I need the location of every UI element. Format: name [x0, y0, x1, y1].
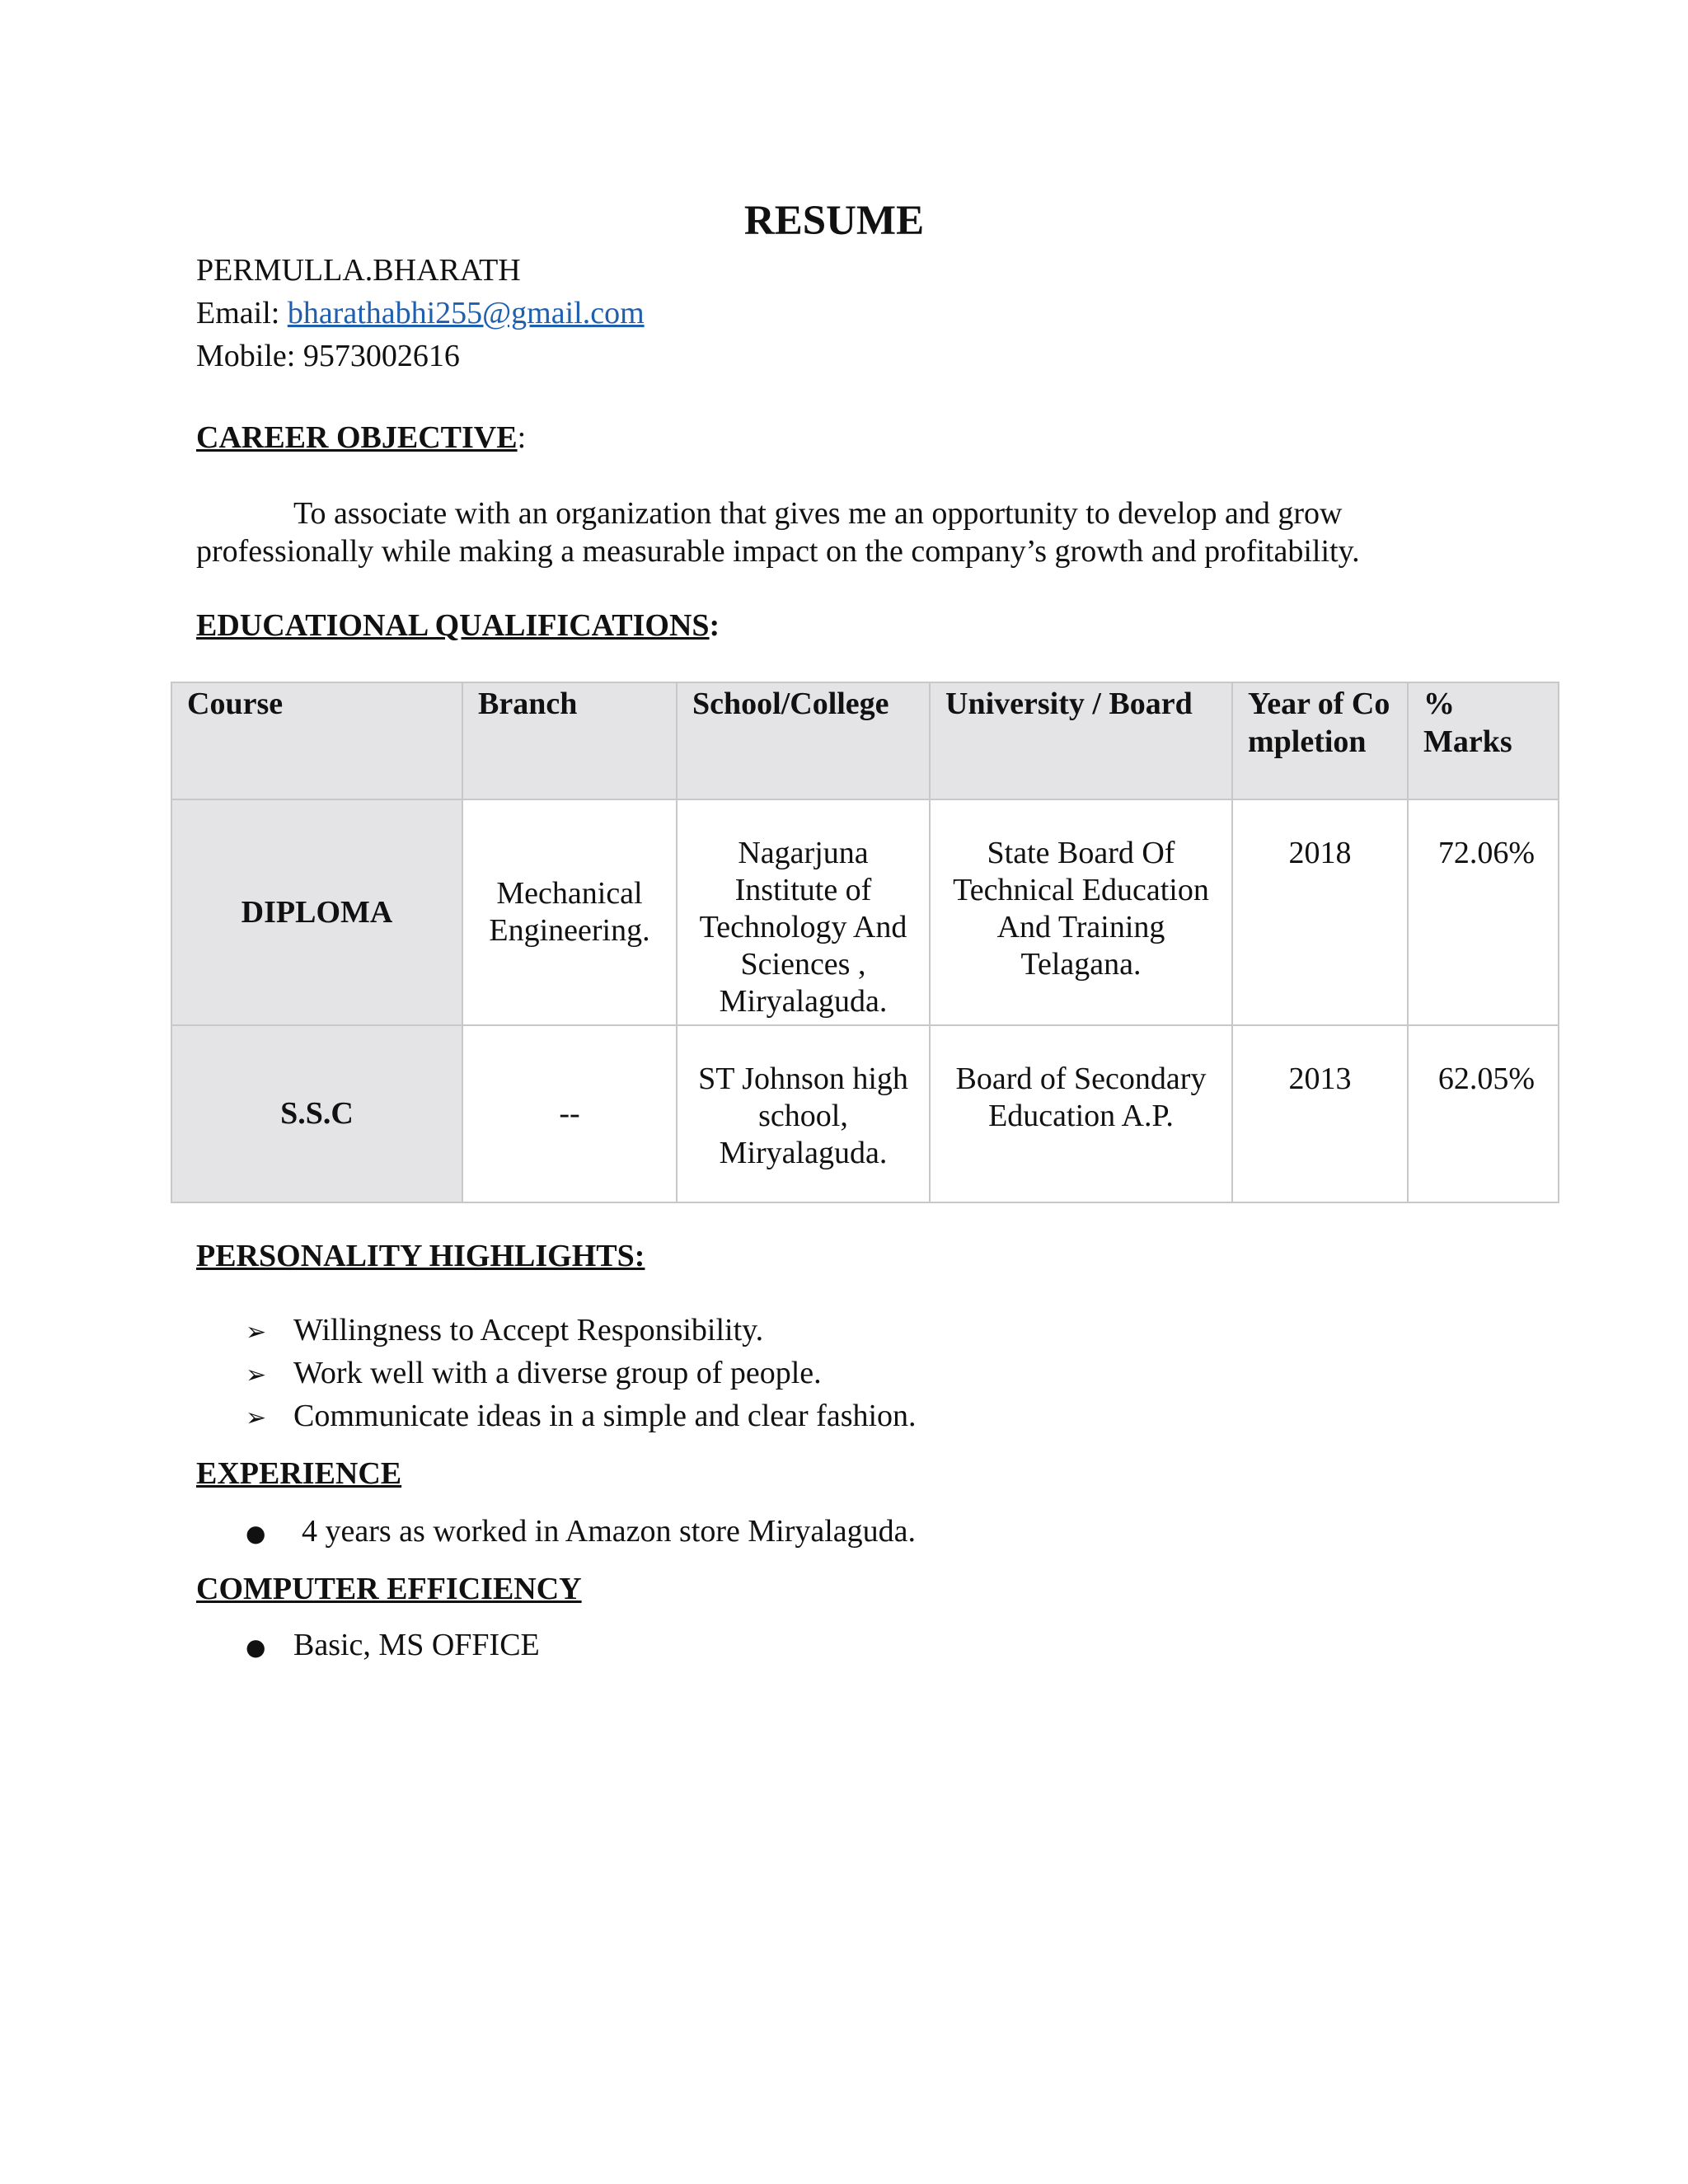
list-item — [246, 1627, 540, 1666]
computer-heading — [196, 1571, 582, 1607]
list-item — [246, 1513, 916, 1552]
board-text: Board of Secondary Education A.P. — [955, 1062, 1207, 1133]
career-objective-line-2: professionally while making a measurable impact on the company’s growth and profitability. — [196, 534, 1360, 569]
career-objective-heading — [196, 419, 526, 456]
year-cell — [1232, 1025, 1408, 1202]
table-row — [171, 799, 1559, 1025]
education-heading-text: EDUCATIONAL QUALIFICATIONS — [196, 608, 710, 643]
mobile-label: Mobile: — [196, 339, 303, 373]
board-cell — [930, 1025, 1232, 1202]
email-label: Email: — [196, 296, 288, 330]
experience-heading-text: EXPERIENCE — [196, 1456, 402, 1491]
personality-item-text: Willingness to Accept Responsibility. — [293, 1313, 764, 1347]
course-cell: DIPLOMA — [171, 799, 462, 1025]
page-title: RESUME — [743, 198, 925, 244]
marks-text: 62.05% — [1437, 1062, 1535, 1096]
school-text: Nagarjuna Institute of Technology And Sciences , Miryalaguda. — [699, 836, 907, 1019]
personality-item-text: Communicate ideas in a simple and clear fashion. — [293, 1399, 917, 1433]
arrow-bullet-icon: ➢ — [246, 1361, 267, 1390]
personality-heading-text: PERSONALITY HIGHLIGHTS: — [196, 1239, 645, 1273]
marks-cell — [1408, 799, 1559, 1025]
branch-text: -- — [559, 1096, 580, 1131]
header-year: Year of Completion — [1232, 682, 1408, 799]
experience-item-text: 4 years as worked in Amazon store Miryalaguda. — [302, 1514, 917, 1549]
experience-heading — [196, 1455, 401, 1492]
mobile-number: 9573002616 — [302, 339, 460, 373]
school-text: ST Johnson high school, Miryalaguda. — [698, 1062, 908, 1170]
header-branch: Branch — [462, 682, 677, 799]
header-university: University / Board — [930, 682, 1232, 799]
course-cell: S.S.C — [171, 1025, 462, 1202]
board-text: State Board Of Technical Education And Training Telagana. — [953, 836, 1209, 982]
education-table-header-row — [171, 682, 1559, 799]
education-heading — [196, 607, 720, 644]
career-objective-heading-text: CAREER OBJECTIVE — [196, 420, 518, 455]
dot-bullet-icon: ● — [246, 1520, 266, 1547]
mobile-line — [196, 338, 460, 374]
branch-cell — [462, 799, 677, 1025]
board-cell — [930, 799, 1232, 1025]
header-course: Course — [171, 682, 462, 799]
career-objective-text — [196, 494, 1432, 570]
header-school: School/College — [677, 682, 930, 799]
branch-text: Mechanical Engineering. — [489, 876, 650, 948]
list-item — [246, 1312, 763, 1351]
email-link[interactable]: bharathabhi255@gmail.com — [287, 296, 645, 330]
computer-item-text: Basic, MS OFFICE — [293, 1628, 540, 1662]
list-item — [246, 1398, 917, 1436]
year-cell — [1232, 799, 1408, 1025]
marks-cell — [1408, 1025, 1559, 1202]
education-heading-colon: : — [709, 608, 720, 643]
personality-heading — [196, 1238, 645, 1274]
school-cell — [677, 799, 930, 1025]
arrow-bullet-icon: ➢ — [246, 1318, 267, 1347]
year-text: 2018 — [1288, 836, 1352, 870]
email-line — [196, 295, 645, 331]
career-objective-heading-colon: : — [517, 420, 527, 455]
arrow-bullet-icon: ➢ — [246, 1404, 267, 1432]
list-item — [246, 1355, 822, 1394]
branch-cell — [462, 1025, 677, 1202]
school-cell — [677, 1025, 930, 1202]
dot-bullet-icon: ● — [246, 1633, 266, 1661]
personality-item-text: Work well with a diverse group of people. — [293, 1356, 822, 1390]
computer-heading-text: COMPUTER EFFICIENCY — [196, 1572, 582, 1606]
education-table — [171, 682, 1559, 1203]
career-objective-line-1: To associate with an organization that gives me an opportunity to develop and grow — [293, 496, 1343, 531]
table-row — [171, 1025, 1559, 1202]
header-marks: % Marks — [1408, 682, 1559, 799]
marks-text: 72.06% — [1437, 836, 1535, 870]
year-text: 2013 — [1288, 1062, 1352, 1096]
candidate-name: PERMULLA.BHARATH — [196, 253, 521, 288]
